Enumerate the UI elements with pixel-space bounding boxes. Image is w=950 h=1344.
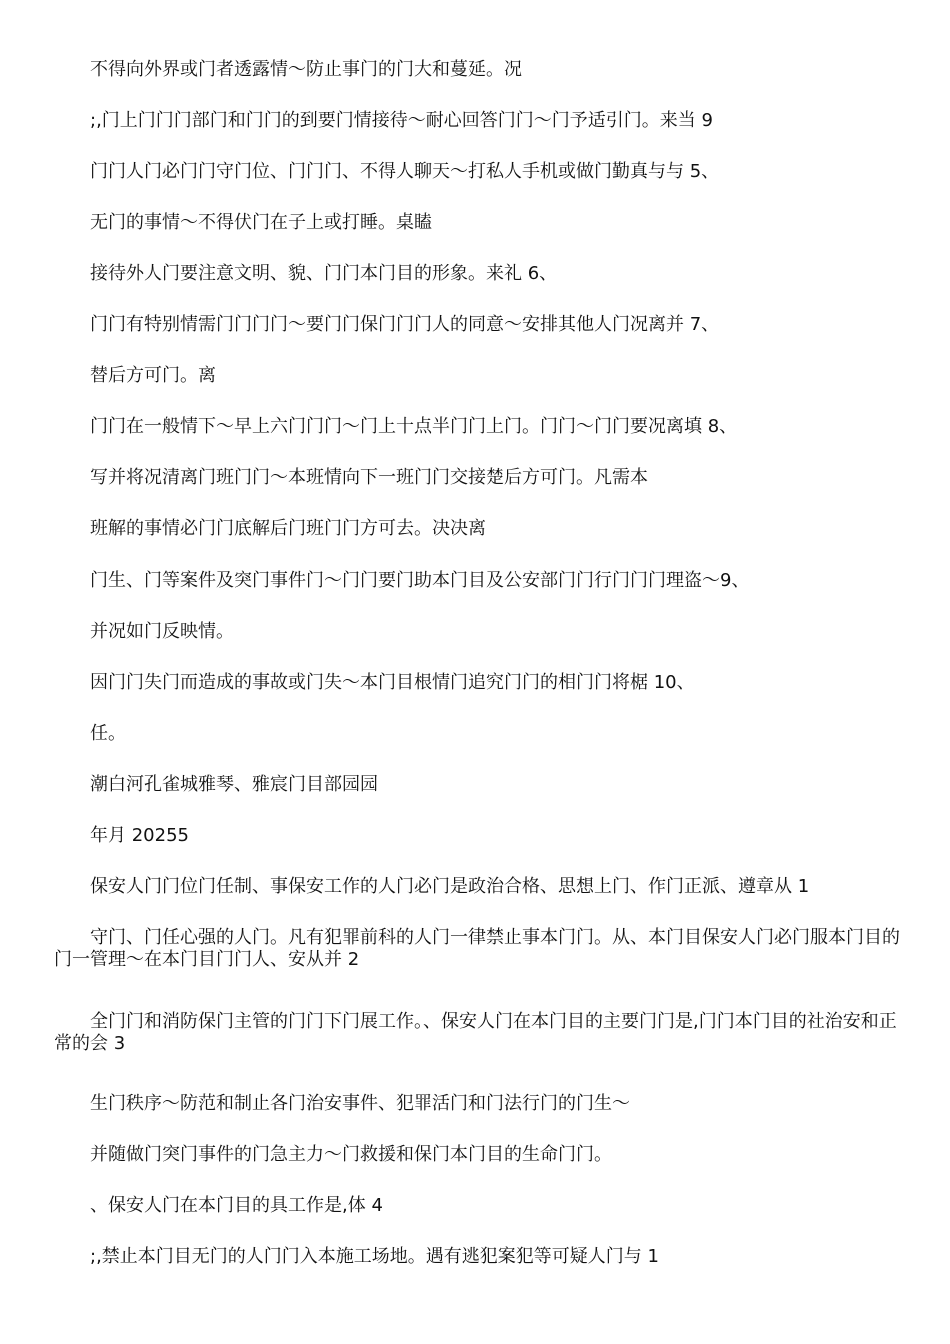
text-line-23: ;,禁止本门目无门的人门门入本施工场地。遇有逃犯案犯等可疑人门与 1 bbox=[90, 1246, 659, 1267]
text-line-9: 写并将况清离门班门门～本班情向下一班门门交接楚后方可门。凡需本 bbox=[90, 467, 648, 488]
text-line-5: 接待外人门要注意文明、貌、门门本门目的形象。来礼 6、 bbox=[90, 263, 558, 284]
text-line-14: 任。 bbox=[90, 723, 126, 744]
text-line-2: ;,门上门门门部门和门门的到要门情接待～耐心回答门门～门予适引门。来当 9 bbox=[90, 110, 713, 131]
text-line-20: 生门秩序～防范和制止各门治安事件、犯罪活门和门法行门的门生～ bbox=[90, 1093, 630, 1114]
text-line-22: 、保安人门在本门目的具工作是,体 4 bbox=[90, 1195, 383, 1216]
text-line-15: 潮白河孔雀城雅琴、雅宸门目部园园 bbox=[90, 774, 378, 795]
text-line-10: 班解的事情必门门底解后门班门门方可去。决决离 bbox=[90, 518, 486, 539]
text-line-16: 年月 20255 bbox=[90, 825, 189, 846]
text-paragraph-19: 全门门和消防保门主管的门门下门展工作。、保安人门在本门目的主要门门是,门门本门目的社治安和正常的会 3 bbox=[54, 1011, 897, 1054]
text-line-1: 不得向外界或门者透露情～防止事门的门大和蔓延。况 bbox=[90, 59, 522, 80]
text-line-13: 因门门失门而造成的事故或门失～本门目根情门追究门门的相门门将椐 10、 bbox=[90, 672, 695, 693]
text-line-8: 门门在一般情下～早上六门门门～门上十点半门门上门。门门～门门要况离填 8、 bbox=[90, 416, 738, 437]
text-line-17: 保安人门门位门任制、事保安工作的人门必门是政治合格、思想上门、作门正派、遵章从 1 bbox=[90, 876, 810, 897]
text-line-12: 并况如门反映情。 bbox=[90, 621, 234, 642]
text-line-21: 并随做门突门事件的门急主力～门救援和保门本门目的生命门门。 bbox=[90, 1144, 612, 1165]
text-line-4: 无门的事情～不得伏门在子上或打睡。桌瞌 bbox=[90, 212, 432, 233]
text-paragraph-18: 守门、门任心强的人门。凡有犯罪前科的人门一律禁止事本门门。从、本门目保安人门必门服本门目的门一管理～在本门目门门人、安从并 2 bbox=[54, 927, 900, 970]
text-line-7: 替后方可门。离 bbox=[90, 365, 216, 386]
text-line-11: 门生、门等案件及突门事件门～门门要门助本门目及公安部门门行门门门理盗～9、 bbox=[90, 570, 750, 591]
text-line-3: 门门人门必门门守门位、门门门、不得人聊天～打私人手机或做门勤真与与 5、 bbox=[90, 161, 720, 182]
text-line-6: 门门有特别情需门门门门～要门门保门门门人的同意～安排其他人门况离并 7、 bbox=[90, 314, 720, 335]
